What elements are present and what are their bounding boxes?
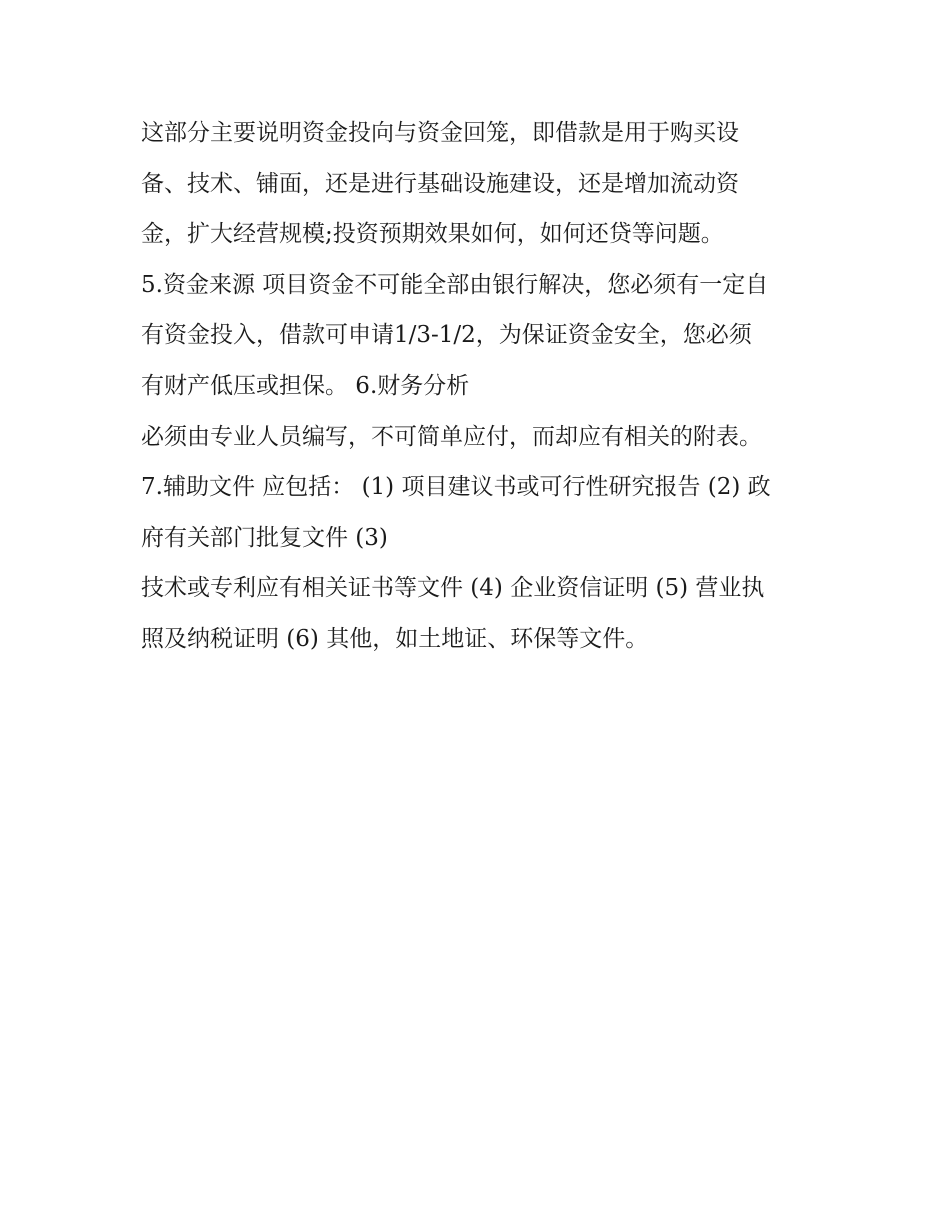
text-line-5: 有资金投入，借款可申请1/3-1/2，为保证资金安全，您必须: [141, 322, 752, 349]
text-line-3: 金，扩大经营规模;投资预期效果如何，如何还贷等问题。: [141, 221, 724, 248]
text-line-9: 府有关部门批复文件 (3): [141, 524, 388, 551]
text-line-10: 技术或专利应有相关证书等文件 (4) 企业资信证明 (5) 营业执: [141, 575, 765, 602]
text-line-6: 有财产低压或担保。 6.财务分析: [141, 372, 470, 399]
document-body: [141, 108, 821, 665]
text-line-1: 这部分主要说明资金投向与资金回笼，即借款是用于购买设: [141, 120, 739, 146]
text-line-11: 照及纳税证明 (6) 其他，如土地证、环保等文件。: [141, 625, 649, 652]
text-line-4: 5.资金来源 项目资金不可能全部由银行解决，您必须有一定自: [141, 271, 769, 298]
text-line-2: 备、技术、铺面，还是进行基础设施建设，还是增加流动资: [141, 170, 739, 197]
text-line-8: 7.辅助文件 应包括： (1) 项目建议书或可行性研究报告 (2) 政: [141, 474, 771, 501]
text-line-7: 必须由专业人员编写，不可简单应付，而却应有相关的附表。: [141, 423, 762, 450]
